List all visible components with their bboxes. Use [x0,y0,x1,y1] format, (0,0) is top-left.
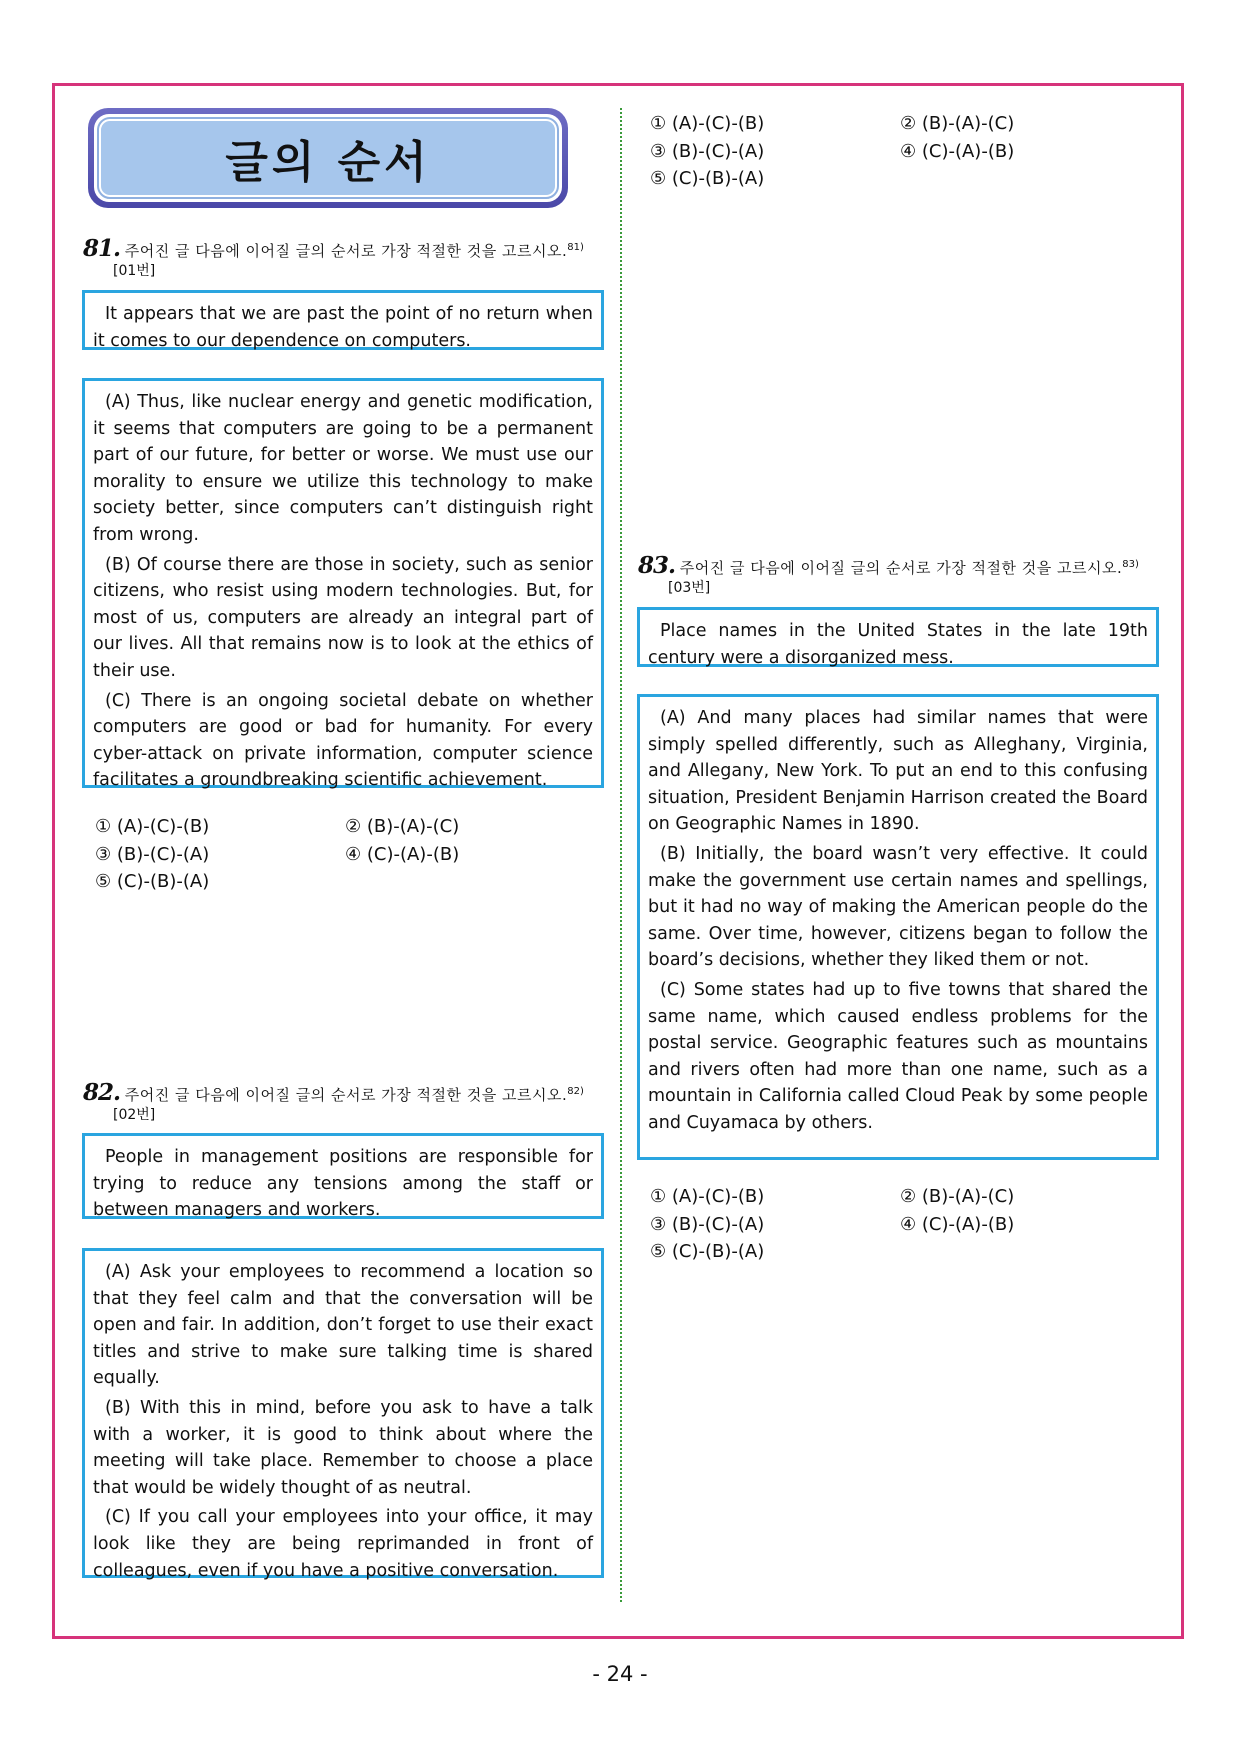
question-82-header [83,1079,613,1125]
choice-1[interactable]: ① (A)-(C)-(B) [95,816,210,837]
intro-text: It appears that we are past the point of no return when it comes to our dependence on computers. [93,304,593,351]
intro-text: People in management positions are responsible for trying to reduce any tensions among the staff or between managers and workers. [93,1147,593,1221]
question-tag: [03번] [668,580,711,596]
question-82-choices [650,110,1150,193]
choice-2[interactable]: ② (B)-(A)-(C) [345,816,460,837]
passage-a: (A) And many places had similar names that were simply spelled differently, such as Alleghany, Virginia, and Allegany, New York. To put an end to this confusing situation, President Benjamin Harrison created the Board on Geographic Names in 1890. [648,708,1148,835]
passage-c: (C) If you call your employees into your office, it may look like they are being reprimanded in front of colleagues, even if you have a positive conversation. [93,1507,593,1581]
choice-5[interactable]: ⑤ (C)-(B)-(A) [95,871,210,892]
passage-b: (B) Of course there are those in society, such as senior citizens, who resist using modern technologies. But, for most of us, computers are already an integral part of our lives. All that remains now is to look at the ethics of their use. [93,554,593,681]
choice-3[interactable]: ③ (B)-(C)-(A) [650,1213,765,1235]
section-title: 글의 순서 [225,137,431,188]
question-81-header [83,235,613,281]
passage-a: (A) Thus, like nuclear energy and genetic modification, it seems that computers are going to be a permanent part of our future, for better or worse. We must use our morality to ensure we utilize this technology to make society better, since computers can’t distinguish right from wrong. [93,392,593,545]
question-number: 81. [83,235,121,262]
choice-4[interactable]: ④ (C)-(A)-(B) [345,843,460,865]
question-prompt: 주어진 글 다음에 이어질 글의 순서로 가장 적절한 것을 고르시오. [124,1086,568,1104]
choice-1[interactable]: ① (A)-(C)-(B) [650,1186,765,1207]
footnote-marker: 81) [567,242,584,253]
question-82-intro-box [82,1133,604,1219]
footnote-marker: 83) [1122,559,1139,570]
passage-a: (A) Ask your employees to recommend a location so that they feel calm and that the conversation will be open and fair. In addition, don’t forget to use their exact titles and strive to make sure talking time is shared equally. [93,1262,593,1389]
passage-b: (B) Initially, the board wasn’t very effective. It could make the government use certain names and spellings, but it had no way of making the American people do the same. Over time, however, citizens began to follow the board’s decisions, whether they liked them or not. [648,843,1148,971]
question-83-header [638,552,1168,598]
question-83-passages-box [637,694,1159,1160]
question-prompt: 주어진 글 다음에 이어질 글의 순서로 가장 적절한 것을 고르시오. [679,559,1123,577]
question-number: 82. [83,1079,121,1106]
banner-inner [99,119,557,197]
question-tag: [01번] [113,263,156,279]
choice-5[interactable]: ⑤ (C)-(B)-(A) [650,1241,765,1262]
choice-2[interactable]: ② (B)-(A)-(C) [900,1186,1015,1207]
passage-b: (B) With this in mind, before you ask to have a talk with a worker, it is good to think about where the meeting will take place. Remember to choose a place that would be widely thought of as neutral. [93,1397,593,1498]
question-prompt: 주어진 글 다음에 이어질 글의 순서로 가장 적절한 것을 고르시오. [124,242,568,260]
question-83-choices [650,1183,1150,1266]
choice-1[interactable]: ① (A)-(C)-(B) [650,113,765,134]
choice-2[interactable]: ② (B)-(A)-(C) [900,113,1015,134]
choice-3[interactable]: ③ (B)-(C)-(A) [95,843,210,865]
question-number: 83. [638,552,676,579]
intro-text: Place names in the United States in the late 19th century were a disorganized mess. [648,621,1148,668]
choice-3[interactable]: ③ (B)-(C)-(A) [650,140,765,162]
choice-4[interactable]: ④ (C)-(A)-(B) [900,140,1015,162]
column-divider [620,108,622,1602]
question-82-passages-box [82,1248,604,1581]
banner-frame [94,114,562,202]
question-tag: [02번] [113,1107,156,1123]
section-banner [88,108,568,208]
page-number: - 24 - [592,1662,648,1686]
choice-5[interactable]: ⑤ (C)-(B)-(A) [650,168,765,189]
question-81-passages-box [82,378,604,791]
passage-c: (C) Some states had up to five towns that shared the same name, which caused endless problems for the postal service. Geographic features such as mountains and rivers often had more than one name, such as a mountain in California called Cloud Peak by some people and Cuyamaca by others. [648,979,1148,1133]
passage-c: (C) There is an ongoing societal debate on whether computers are good or bad for humanity. For every cyber-attack on private information, computer science facilitates a groundbreaking scientific achievement. [93,690,593,791]
question-81-choices [95,813,595,896]
choice-4[interactable]: ④ (C)-(A)-(B) [900,1213,1015,1235]
question-81-intro-box [82,290,604,350]
question-83-intro-box [637,607,1159,667]
footnote-marker: 82) [567,1086,584,1097]
